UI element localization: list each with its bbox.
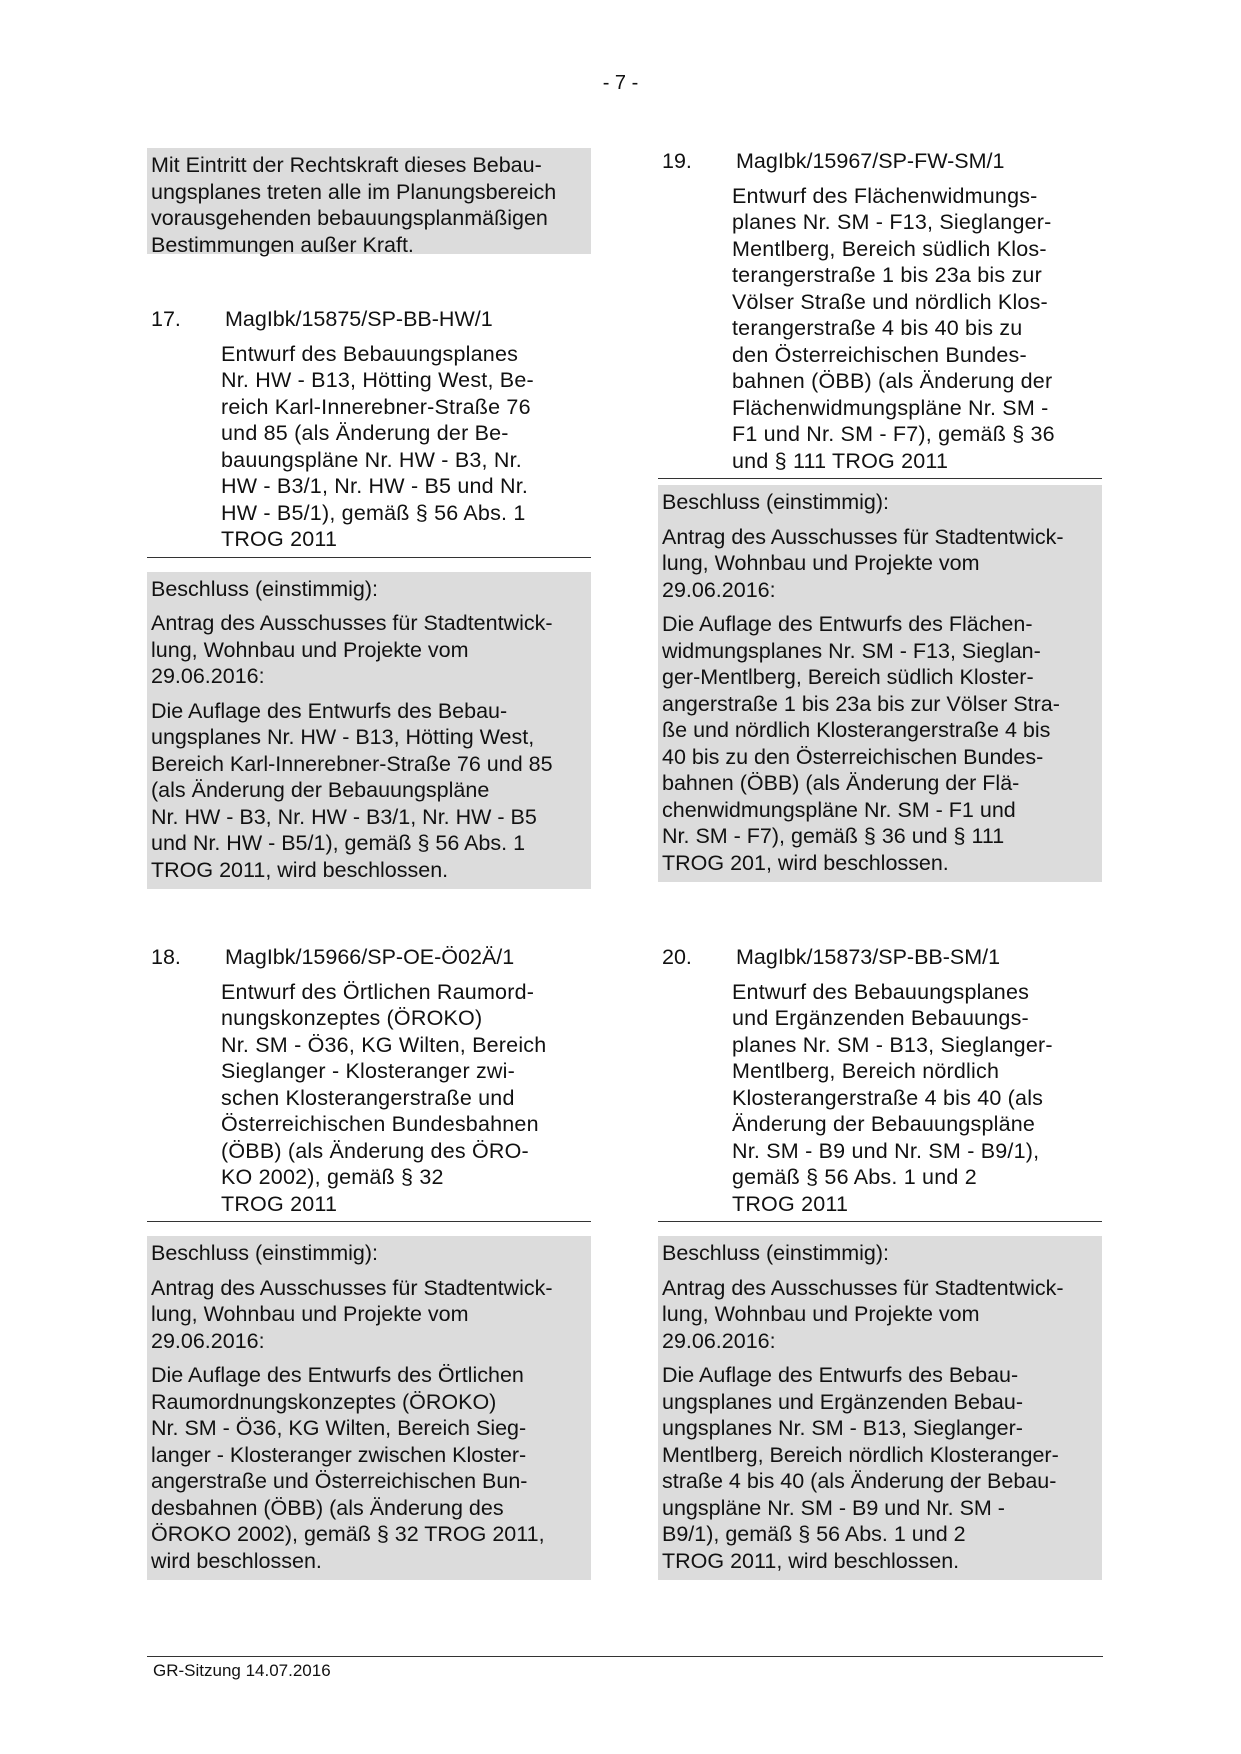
intro-block (147, 148, 591, 257)
agenda-item-17 (147, 306, 591, 889)
item-header (147, 944, 591, 971)
item-header (147, 306, 591, 333)
divider (658, 478, 1102, 479)
item-reference: MagIbk/15967/SP-FW-SM/1 (736, 149, 1005, 173)
footer-session-date: GR-Sitzung 14.07.2016 (153, 1661, 331, 1680)
item-title: Entwurf des Örtlichen Raumord- nungskonzeptes (ÖROKO) Nr. SM - Ö36, KG Wilten, Bereich Sieglanger - Klosteranger zwi- schen Klosterangerstraße und Österreichischen Bundesbahnen (ÖBB) (als Änderung des ÖRO- KO 2002), gemäß § 32 TROG 2011 (221, 979, 547, 1216)
divider (147, 557, 591, 558)
decision-label: Beschluss (einstimmig): (151, 1241, 378, 1265)
motion-text: Antrag des Ausschusses für Stadtentwick- lung, Wohnbau und Projekte vom 29.06.2016: (151, 1275, 553, 1353)
divider (147, 1221, 591, 1222)
page-number: - 7 - (602, 72, 639, 94)
motion-text: Antrag des Ausschusses für Stadtentwick- lung, Wohnbau und Projekte vom 29.06.2016: (151, 611, 553, 688)
agenda-item-20 (658, 944, 1102, 1580)
resolution-text: Die Auflage des Entwurfs des Bebau- ungsplanes und Ergänzenden Bebau- ungsplanes Nr. SM - B13, Sieglanger- Mentlberg, Bereich nördlich Klosteranger- straße 4 bis 40 (als Änderung der Bebau- ungspläne Nr. SM - B9 und Nr. SM - B9/1), gemäß § 56 Abs. 1 und 2 TROG 2011, wird beschlossen. (662, 1363, 1059, 1573)
intro-text: Mit Eintritt der Rechtskraft dieses Bebau- ungsplanes treten alle im Planungsbereich vorausgehenden bebauungsplanmäßigen Bestimmungen außer Kraft. (151, 153, 557, 257)
item-number: 19. (662, 149, 692, 173)
resolution-text: Die Auflage des Entwurfs des Flächen- widmungsplanes Nr. SM - F13, Sieglan- ger-Mentlberg, Bereich südlich Kloster- angerstraße 1 bis 23a bis zur Völser Stra- ße und nördlich Klosterangerstraße 4 bis 40 bis zu den Österreichischen Bundes- bahnen (ÖBB) (als Änderung der Flä- chenwidmungspläne Nr. SM - F1 und Nr. SM - F7), gemäß § 36 und § 111 TROG 201, wird beschlossen. (662, 612, 1060, 875)
decision-label: Beschluss (einstimmig): (662, 1241, 889, 1265)
motion-text: Antrag des Ausschusses für Stadtentwick- lung, Wohnbau und Projekte vom 29.06.2016: (662, 524, 1064, 602)
divider (658, 1221, 1102, 1222)
item-number: 18. (151, 945, 181, 969)
resolution-text: Die Auflage des Entwurfs des Örtlichen Raumordnungskonzeptes (ÖROKO) Nr. SM - Ö36, KG Wilten, Bereich Sieg- langer - Klosteranger zwischen Kloster- angerstraße und Österreichischen Bun- desbahnen (ÖBB) (als Änderung des ÖROKO 2002), gemäß § 32 TROG 2011, wird beschlossen. (151, 1363, 545, 1573)
footer-divider (147, 1656, 1103, 1657)
item-title: Entwurf des Flächenwidmungs- planes Nr. SM - F13, Sieglanger- Mentlberg, Bereich südlich Klos- terangerstraße 1 bis 23a bis zur Völser Straße und nördlich Klos- terangerstraße 4 bis 40 bis zu den Österreichischen Bundes- bahnen (ÖBB) (als Änderung der Flächenwidmungspläne Nr. SM - F1 und Nr. SM - F7), gemäß § 36 und § 111 TROG 2011 (732, 183, 1055, 473)
decision-label: Beschluss (einstimmig): (151, 576, 378, 601)
agenda-item-19 (658, 148, 1102, 882)
item-number: 20. (662, 945, 692, 969)
item-reference: MagIbk/15966/SP-OE-Ö02Ä/1 (225, 945, 515, 969)
item-header (658, 944, 1102, 971)
decision-box (658, 1236, 1102, 1580)
resolution-text: Die Auflage des Entwurfs des Bebau- ungsplanes Nr. HW - B13, Hötting West, Bereich Karl-Innerebner-Straße 76 und 85 (als Änderung der Bebauungspläne Nr. HW - B3, Nr. HW - B3/1, Nr. HW - B5 und Nr. HW - B5/1), gemäß § 56 Abs. 1 TROG 2011, wird beschlossen. (151, 698, 553, 882)
item-title: Entwurf des Bebauungsplanes und Ergänzenden Bebauungs- planes Nr. SM - B13, Sieglanger- Mentlberg, Bereich nördlich Klosterangerstraße 4 bis 40 (als Änderung der Bebauungspläne Nr. SM - B9 und Nr. SM - B9/1), gemäß § 56 Abs. 1 und 2 TROG 2011 (732, 979, 1053, 1216)
item-title: Entwurf des Bebauungsplanes Nr. HW - B13, Hötting West, Be- reich Karl-Innerebner-Straße 76 und 85 (als Änderung der Be- bauungspläne Nr. HW - B3, Nr. HW - B3/1, Nr. HW - B5 und Nr. HW - B5/1), gemäß § 56 Abs. 1 TROG 2011 (221, 341, 534, 551)
decision-box (147, 1236, 591, 1580)
decision-box (658, 485, 1102, 882)
motion-text: Antrag des Ausschusses für Stadtentwick- lung, Wohnbau und Projekte vom 29.06.2016: (662, 1275, 1064, 1353)
item-reference: MagIbk/15875/SP-BB-HW/1 (225, 307, 493, 331)
decision-label: Beschluss (einstimmig): (662, 490, 889, 514)
item-reference: MagIbk/15873/SP-BB-SM/1 (736, 945, 1001, 969)
item-header (658, 148, 1102, 175)
agenda-item-18 (147, 944, 591, 1580)
item-number: 17. (151, 307, 181, 331)
decision-box (147, 572, 591, 890)
